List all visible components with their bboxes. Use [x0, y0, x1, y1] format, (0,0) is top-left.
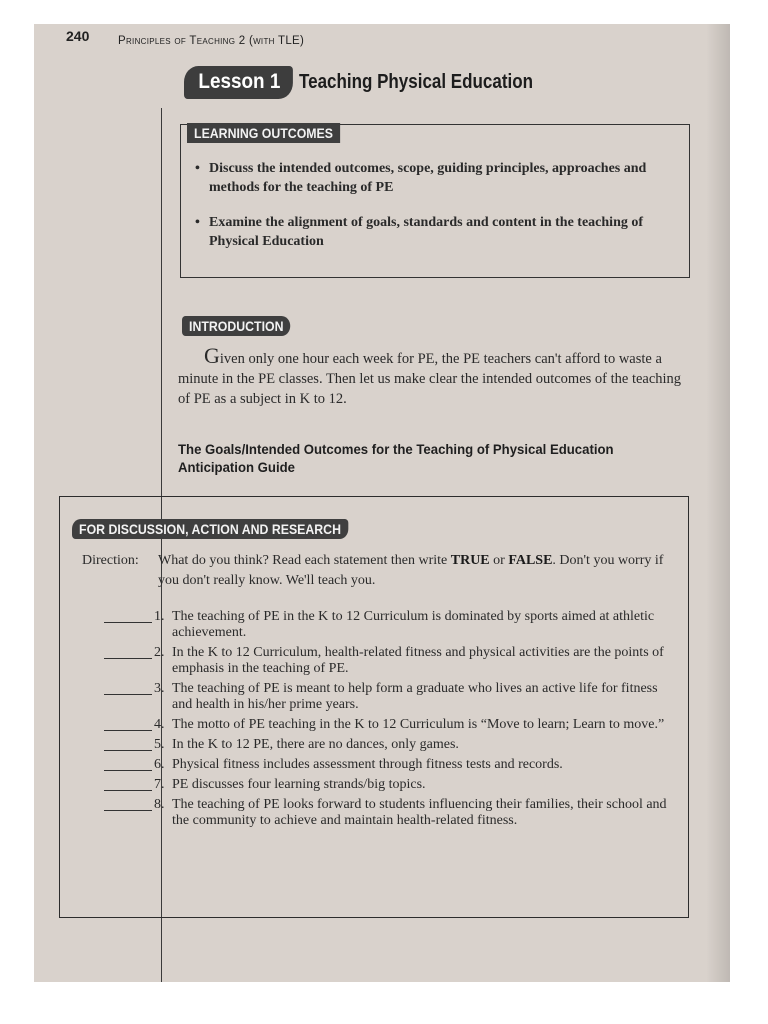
answer-blank[interactable] [104, 645, 152, 659]
item-number: 5. [154, 737, 165, 752]
direction-text [158, 551, 678, 591]
item-statement: The teaching of PE is meant to help form a graduate who lives an active life for fitness and health in his/her prime years. [172, 681, 658, 712]
learning-outcomes-box [180, 124, 690, 278]
item-statement: The teaching of PE looks forward to students influencing their families, their school and the community to achieve and maintain health-related fitness. [172, 797, 667, 828]
outcome-item [195, 159, 679, 197]
list-item [104, 797, 684, 829]
discussion-label: FOR DISCUSSION, ACTION AND RESEARCH [72, 519, 348, 539]
item-number: 1. [154, 609, 165, 624]
answer-blank[interactable] [104, 777, 152, 791]
outcome-text: Discuss the intended outcomes, scope, guiding principles, approaches and methods for the teaching of PE [209, 161, 647, 195]
item-number: 3. [154, 681, 165, 696]
lesson-badge: Lesson 1 [184, 66, 293, 99]
lesson-title: Teaching Physical Education [299, 71, 534, 93]
item-statement: In the K to 12 PE, there are no dances, only games. [172, 737, 459, 752]
learning-outcomes-label: LEARNING OUTCOMES [187, 123, 340, 143]
goals-heading [178, 440, 661, 476]
false-keyword: FALSE [508, 553, 553, 568]
introduction-label: INTRODUCTION [182, 316, 291, 336]
lesson-heading [184, 66, 574, 99]
outcome-item [195, 213, 679, 251]
list-item [104, 737, 684, 753]
book-page [34, 24, 730, 982]
list-item [104, 681, 684, 713]
discussion-box [59, 496, 689, 918]
item-number: 2. [154, 645, 165, 660]
running-title: Principles of Teaching 2 (with TLE) [118, 35, 305, 47]
list-item [104, 717, 684, 733]
answer-blank[interactable] [104, 797, 152, 811]
item-statement: The motto of PE teaching in the K to 12 Curriculum is “Move to learn; Learn to move.” [172, 717, 665, 732]
bullet-icon: • [195, 215, 200, 230]
list-item [104, 757, 684, 773]
introduction-text: iven only one hour each week for PE, the PE teachers can't afford to waste a minute in the PE classes. Then let us make clear the intended outcomes of the teaching of PE as a subject in K to 12. [178, 351, 682, 407]
page-edge-shadow [706, 24, 730, 982]
answer-blank[interactable] [104, 717, 152, 731]
bullet-icon: • [195, 161, 200, 176]
answer-blank[interactable] [104, 681, 152, 695]
anticipation-list [104, 609, 684, 833]
introduction-paragraph [178, 343, 692, 409]
answer-blank[interactable] [104, 609, 152, 623]
item-number: 8. [154, 797, 165, 812]
page-number: 240 [66, 28, 90, 44]
drop-cap: G [204, 343, 220, 368]
list-item [104, 777, 684, 793]
direction-text-end: . Don't you worry if you don't really know. We'll teach you. [158, 553, 664, 588]
item-statement: Physical fitness includes assessment through fitness tests and records. [172, 757, 563, 772]
outcome-text: Examine the alignment of goals, standards and content in the teaching of Physical Education [209, 215, 644, 249]
or-word: or [489, 553, 509, 568]
item-statement: In the K to 12 Curriculum, health-related fitness and physical activities are the points of emphasis in the teaching of PE. [172, 645, 664, 676]
item-number: 7. [154, 777, 165, 792]
list-item [104, 645, 684, 677]
direction-label: Direction: [82, 553, 139, 568]
item-number: 4. [154, 717, 165, 732]
item-statement: The teaching of PE in the K to 12 Curriculum is dominated by sports aimed at athletic achievement. [172, 609, 655, 640]
list-item [104, 609, 684, 641]
goals-heading-line: The Goals/Intended Outcomes for the Teaching of Physical Education [178, 441, 614, 457]
direction-text-start: What do you think? Read each statement then write [158, 553, 451, 568]
answer-blank[interactable] [104, 757, 152, 771]
goals-subheading: Anticipation Guide [178, 459, 295, 475]
true-keyword: TRUE [450, 553, 490, 568]
item-number: 6. [154, 757, 165, 772]
answer-blank[interactable] [104, 737, 152, 751]
item-statement: PE discusses four learning strands/big topics. [172, 777, 426, 792]
